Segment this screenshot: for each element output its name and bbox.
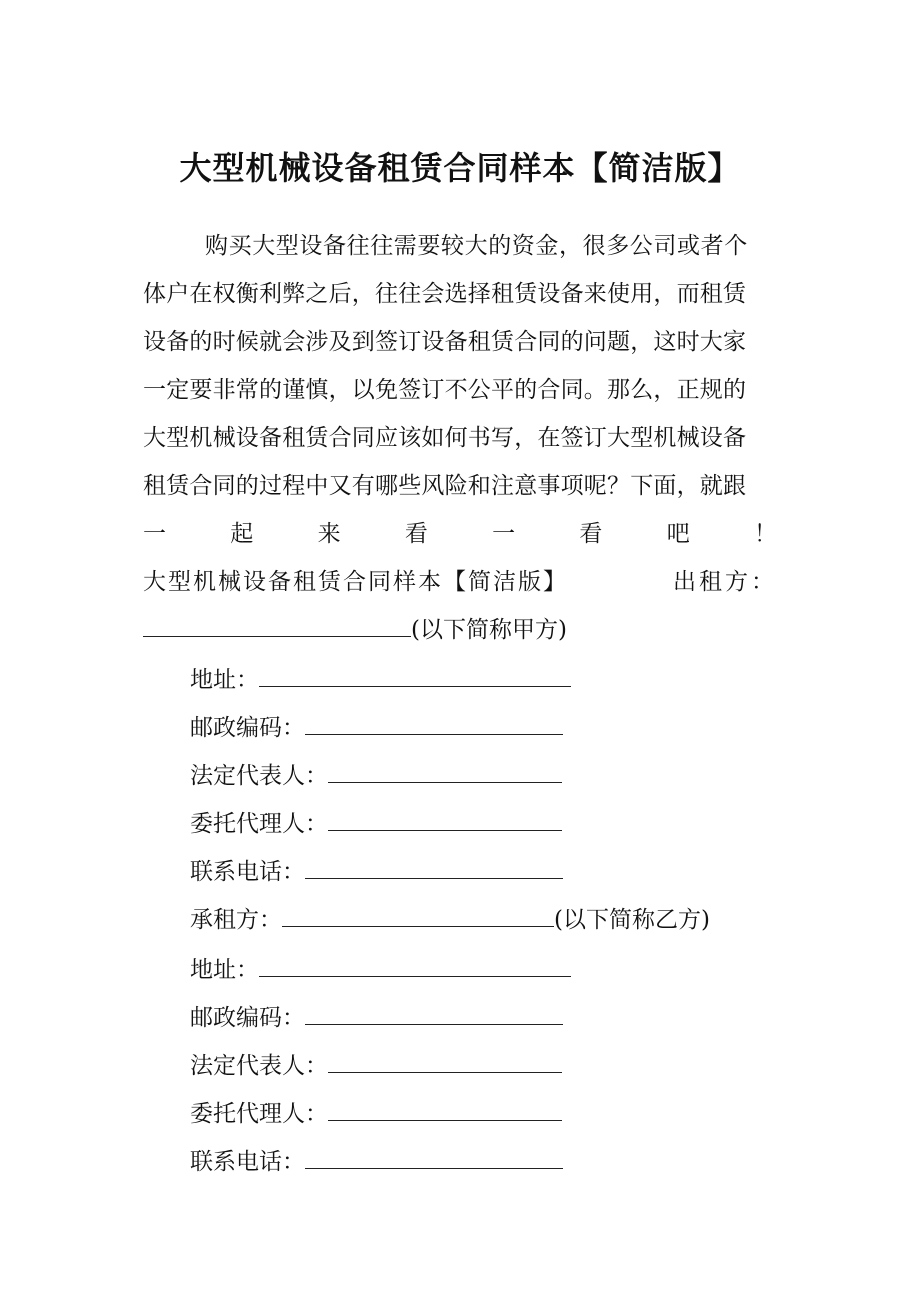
lessee-label: 承租方： — [190, 907, 282, 933]
field-label: 地址： — [190, 667, 259, 693]
lessor-phone-blank[interactable] — [305, 858, 563, 879]
lessor-address-row — [190, 656, 571, 704]
lessee-suffix: (以下简称乙方) — [554, 907, 710, 933]
lessor-agent-row — [190, 800, 562, 848]
field-label: 邮政编码： — [190, 1005, 305, 1031]
subtitle-line — [143, 558, 777, 606]
lessor-name-row — [143, 606, 777, 654]
lessee-name-row — [190, 896, 710, 944]
field-label: 委托代理人： — [190, 811, 328, 837]
intro-line-3: 设备的时候就会涉及到签订设备租赁合同的问题，这时大家 — [143, 329, 747, 355]
field-label: 联系电话： — [190, 859, 305, 885]
spread-char: ！ — [753, 521, 777, 547]
spread-char: 来 — [317, 521, 341, 547]
field-label: 地址： — [190, 957, 259, 983]
field-label: 法定代表人： — [190, 763, 328, 789]
lessor-label: 出租方： — [673, 569, 777, 595]
lessor-address-blank[interactable] — [259, 666, 571, 687]
field-label: 法定代表人： — [190, 1053, 328, 1079]
lessee-postcode-blank[interactable] — [305, 1004, 563, 1025]
intro-line-5: 大型机械设备租赁合同应该如何书写，在签订大型机械设备 — [143, 425, 747, 451]
lessee-address-row — [190, 946, 571, 994]
field-label: 邮政编码： — [190, 715, 305, 741]
spread-char: 一 — [143, 521, 166, 547]
lessee-legal-rep-row — [190, 1042, 562, 1090]
document-title: 大型机械设备租赁合同样本【简洁版】 — [179, 149, 741, 187]
lessee-phone-row — [190, 1138, 563, 1186]
lessee-agent-row — [190, 1090, 562, 1138]
spread-char: 一 — [492, 521, 516, 547]
lessee-agent-blank[interactable] — [328, 1100, 562, 1121]
spread-char: 吧 — [666, 521, 690, 547]
intro-line-4: 一定要非常的谨慎，以免签订不公平的合同。那么，正规的 — [143, 377, 747, 403]
lessee-legal-rep-blank[interactable] — [328, 1052, 562, 1073]
field-label: 联系电话： — [190, 1149, 305, 1175]
subtitle-text: 大型机械设备租赁合同样本【简洁版】 — [143, 569, 568, 595]
intro-line-7 — [143, 510, 777, 558]
lessee-postcode-row — [190, 994, 563, 1042]
lessee-address-blank[interactable] — [259, 956, 571, 977]
lessee-phone-blank[interactable] — [305, 1148, 563, 1169]
lessor-phone-row — [190, 848, 563, 896]
spread-char: 看 — [579, 521, 603, 547]
intro-line-6: 租赁合同的过程中又有哪些风险和注意事项呢？下面，就跟 — [143, 473, 747, 499]
lessor-legal-rep-blank[interactable] — [328, 762, 562, 783]
intro-line-1: 购买大型设备往往需要较大的资金，很多公司或者个 — [205, 233, 748, 259]
spread-char: 看 — [404, 521, 428, 547]
lessor-postcode-blank[interactable] — [305, 714, 563, 735]
lessor-agent-blank[interactable] — [328, 810, 562, 831]
lessee-name-blank[interactable] — [282, 906, 554, 927]
lessor-postcode-row — [190, 704, 563, 752]
lessor-legal-rep-row — [190, 752, 562, 800]
spread-char: 起 — [230, 521, 254, 547]
field-label: 委托代理人： — [190, 1101, 328, 1127]
lessor-suffix: (以下简称甲方) — [411, 617, 567, 643]
intro-line-2: 体户在权衡利弊之后，往往会选择租赁设备来使用，而租赁 — [143, 281, 747, 307]
lessor-name-blank[interactable] — [143, 616, 411, 637]
